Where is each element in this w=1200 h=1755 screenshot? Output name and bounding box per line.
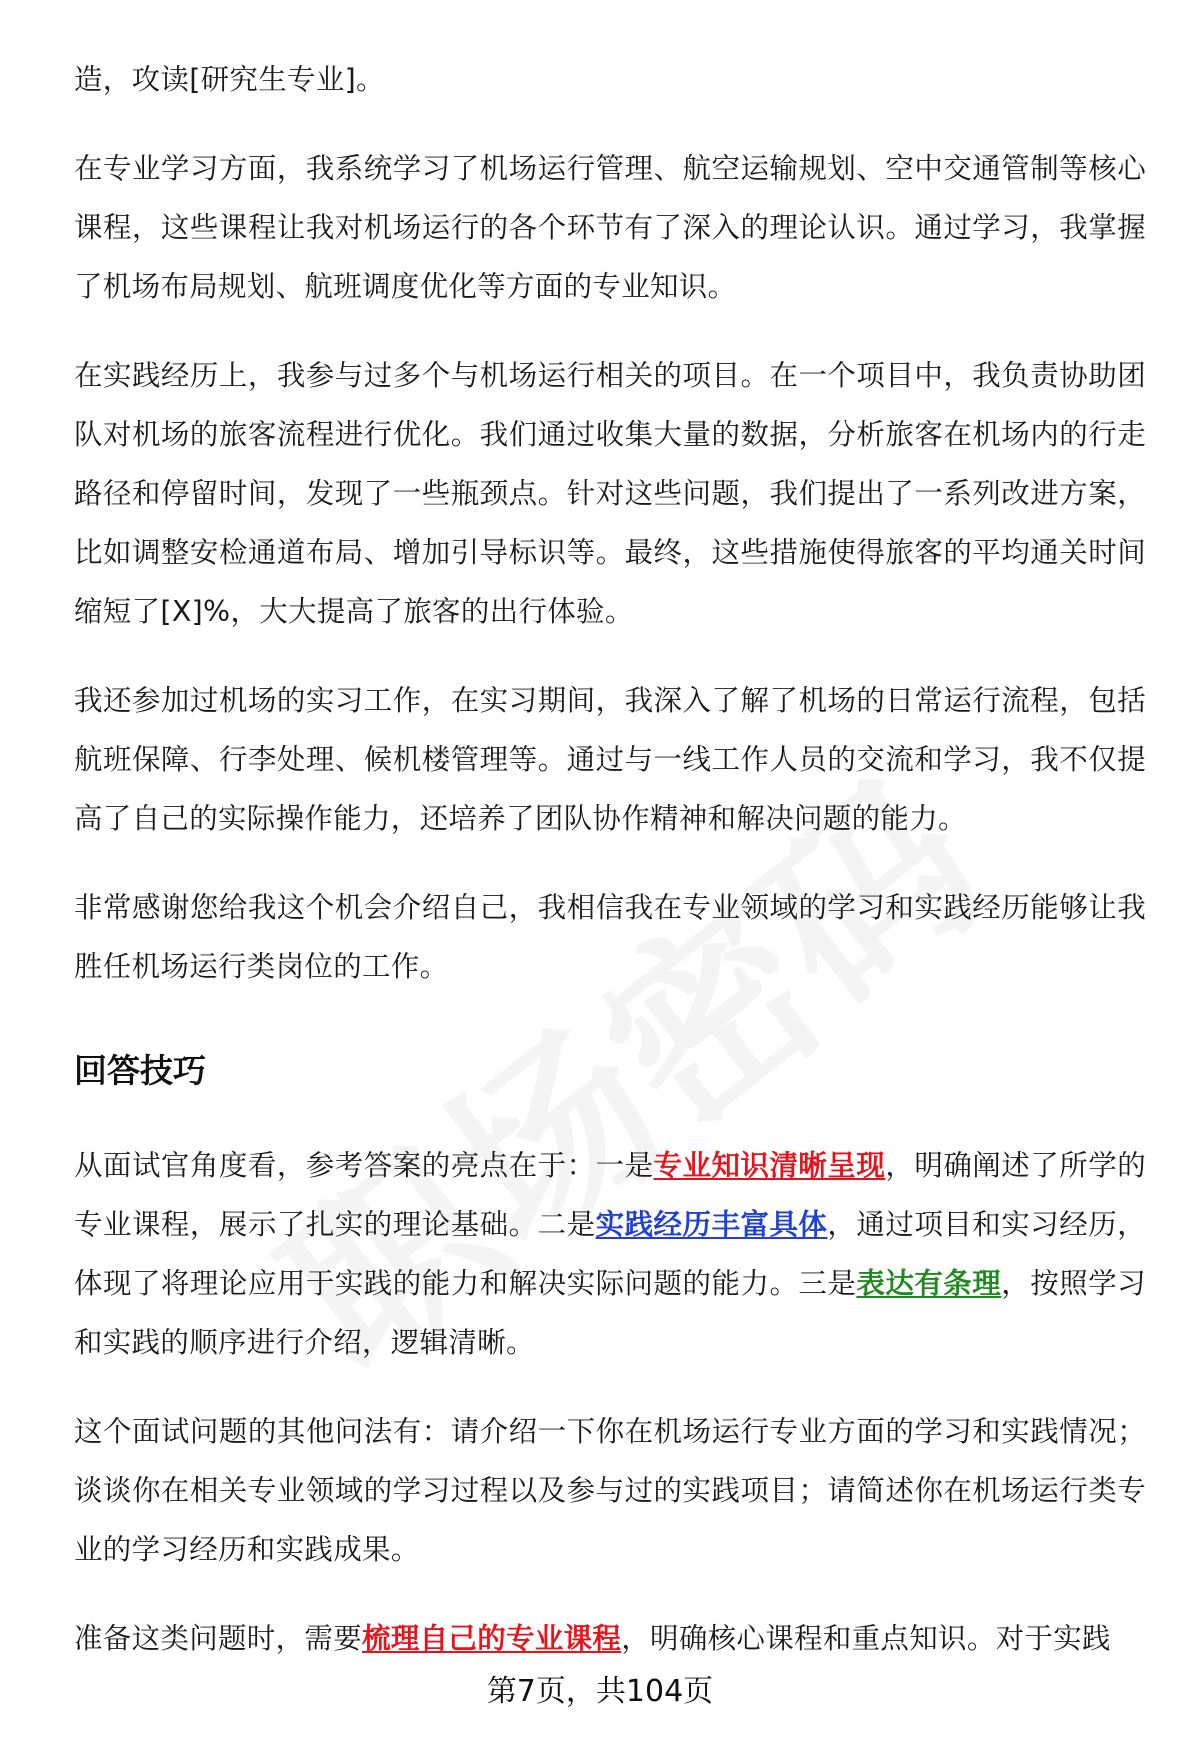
paragraph-highlights xyxy=(74,1136,1146,1372)
text-run: 准备这类问题时，需要 xyxy=(74,1622,363,1655)
section-heading-answer-tips: 回答技巧 xyxy=(74,1051,206,1090)
text-run: ，按照学习和实践的顺序进行介绍，逻辑清晰。 xyxy=(74,1267,1146,1359)
paragraph-intro-end: 造，攻读[研究生专业]。 xyxy=(74,63,385,96)
paragraph-preparation xyxy=(74,1609,1146,1668)
paragraph-alternative-questions: 这个面试问题的其他问法有：请介绍一下你在机场运行专业方面的学习和实践情况；谈谈你在相关专业领域的学习过程以及参与过的实践项目；请简述你在机场运行类专业的学习经历和实践成果。 xyxy=(74,1415,1146,1566)
highlight-practice-experience: 实践经历丰富具体 xyxy=(595,1208,828,1241)
paragraph-internship: 我还参加过机场的实习工作，在实习期间，我深入了解了机场的日常运行流程，包括航班保障、行李处理、候机楼管理等。通过与一线工作人员的交流和学习，我不仅提高了自己的实际操作能力，还培养了团队协作精神和解决问题的能力。 xyxy=(74,684,1146,835)
paragraph-closing: 非常感谢您给我这个机会介绍自己，我相信我在专业领域的学习和实践经历能够让我胜任机场运行类岗位的工作。 xyxy=(74,891,1146,983)
highlight-sort-courses: 梳理自己的专业课程 xyxy=(362,1622,622,1655)
document-page xyxy=(74,50,1146,1698)
page-number-footer: 第7页，共104页 xyxy=(486,1674,714,1709)
paragraph-study: 在专业学习方面，我系统学习了机场运行管理、航空运输规划、空中交通管制等核心课程，这些课程让我对机场运行的各个环节有了深入的理论认识。通过学习，我掌握了机场布局规划、航班调度优化等方面的专业知识。 xyxy=(74,152,1146,303)
text-run: ，明确阐述了所学的专业课程，展示了扎实的理论基础。二是 xyxy=(74,1149,1146,1241)
highlight-professional-knowledge: 专业知识清晰呈现 xyxy=(653,1149,886,1182)
highlight-organized-expression: 表达有条理 xyxy=(856,1267,1002,1300)
text-run: 从面试官角度看，参考答案的亮点在于：一是 xyxy=(74,1149,654,1182)
text-run: ，明确核心课程和重点知识。对于实践 xyxy=(621,1622,1111,1655)
paragraph-practice: 在实践经历上，我参与过多个与机场运行相关的项目。在一个项目中，我负责协助团队对机场的旅客流程进行优化。我们通过收集大量的数据，分析旅客在机场内的行走路径和停留时间，发现了一些瓶颈点。针对这些问题，我们提出了一系列改进方案，比如调整安检通道布局、增加引导标识等。最终，这些措施使得旅客的平均通关时间缩短了[X]%，大大提高了旅客的出行体验。 xyxy=(74,359,1146,628)
text-run: ，通过项目和实习经历，体现了将理论应用于实践的能力和解决实际问题的能力。三是 xyxy=(74,1208,1146,1300)
